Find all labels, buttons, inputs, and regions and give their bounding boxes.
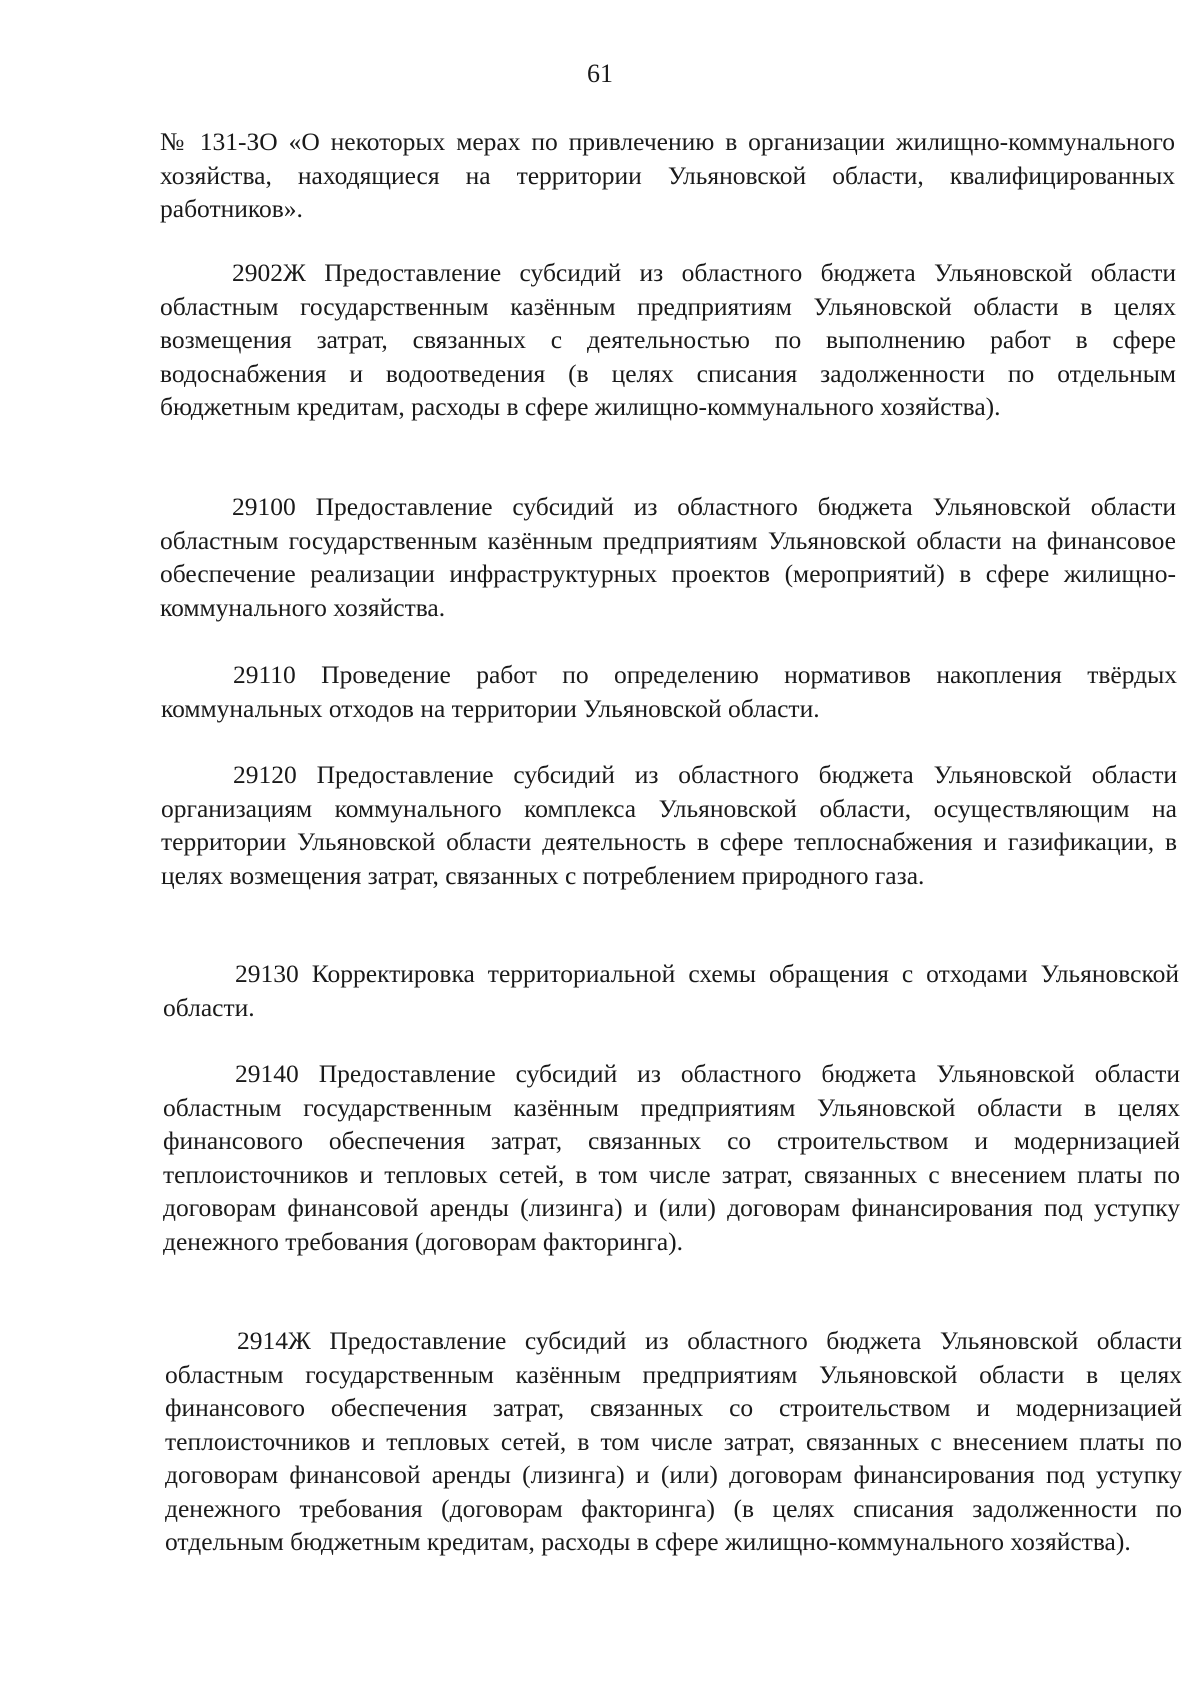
- paragraph-29130: 29130 Корректировка территориальной схемы обращения с отходами Ульяновской области.: [163, 959, 1179, 1022]
- paragraph-2914zh: 2914Ж Предоставление субсидий из областного бюджета Ульяновской области областным государственным казённым предприятиям Ульяновской области в целях финансового обеспечения затрат, связанных со строительством и модернизацией теплоисточников и тепловых сетей, в том числе затрат, связанных с внесением платы по договорам финансовой аренды (лизинга) и (или) договорам финансирования под уступку денежного требования (договорам факторинга) (в целях списания задолженности по отдельным бюджетным кредитам, расходы в сфере жилищно-коммунального хозяйства).: [165, 1326, 1182, 1556]
- paragraph-29140: 29140 Предоставление субсидий из областного бюджета Ульяновской области областным государственным казённым предприятиям Ульяновской области в целях финансового обеспечения затрат, связанных со строительством и модернизацией теплоисточников и тепловых сетей, в том числе затрат, связанных с внесением платы по договорам финансовой аренды (лизинга) и (или) договорам финансирования под уступку денежного требования (договорам факторинга).: [163, 1059, 1180, 1256]
- page-number: 61: [587, 59, 613, 88]
- paragraph-29120: 29120 Предоставление субсидий из областного бюджета Ульяновской области организациям коммунального комплекса Ульяновской области, осуществляющим на территории Ульяновской области деятельность в сфере теплоснабжения и газификации, в целях возмещения затрат, связанных с потреблением природного газа.: [161, 760, 1177, 890]
- paragraph-2902zh: 2902Ж Предоставление субсидий из областного бюджета Ульяновской области областным государственным казённым предприятиям Ульяновской области в целях возмещения затрат, связанных с деятельностью по выполнению работ в сфере водоснабжения и водоотведения (в целях списания задолженности по отдельным бюджетным кредитам, расходы в сфере жилищно-коммунального хозяйства).: [160, 258, 1176, 421]
- paragraph-29110: 29110 Проведение работ по определению нормативов накопления твёрдых коммунальных отходов на территории Ульяновской области.: [161, 660, 1177, 723]
- paragraph-29100: 29100 Предоставление субсидий из областного бюджета Ульяновской области областным государственным казённым предприятиям Ульяновской области на финансовое обеспечение реализации инфраструктурных проектов (мероприятий) в сфере жилищно-коммунального хозяйства.: [160, 492, 1176, 622]
- paragraph-law-reference: № 131-ЗО «О некоторых мерах по привлечению в организации жилищно-коммунального хозяйства, находящиеся на территории Ульяновской области, квалифицированных работников».: [160, 127, 1175, 223]
